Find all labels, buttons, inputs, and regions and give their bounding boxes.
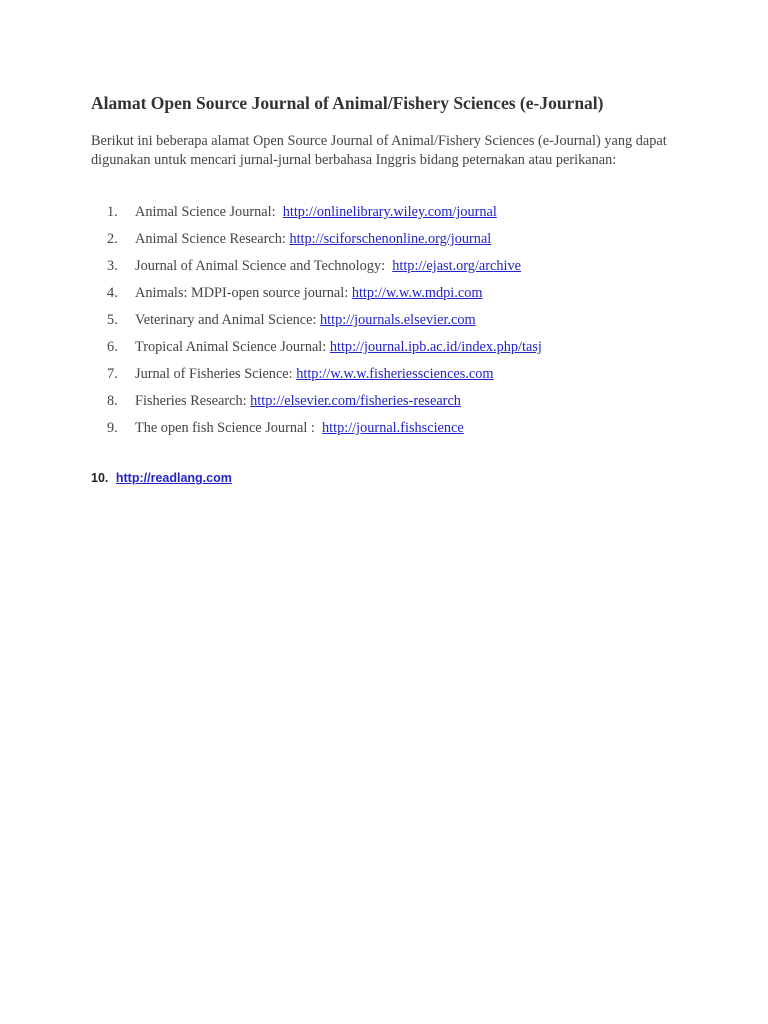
item-number: 6.: [107, 339, 118, 355]
item-label: The open fish Science Journal :: [135, 420, 322, 436]
readlang-link[interactable]: http://readlang.com: [115, 471, 232, 485]
item-number: 10.: [91, 471, 109, 485]
list-item-10: [91, 471, 232, 485]
item-number: 5.: [107, 312, 118, 328]
item-number: 4.: [107, 285, 118, 301]
journal-link[interactable]: http://journals.elsevier.com: [320, 312, 476, 328]
item-label: Animals: MDPI-open source journal:: [135, 285, 352, 301]
item-label: Veterinary and Animal Science:: [135, 312, 321, 328]
item-label: Jurnal of Fisheries Science:: [135, 366, 297, 382]
journal-link[interactable]: http://ejast.org/archive: [392, 258, 521, 274]
item-number: 3.: [107, 258, 118, 274]
item-number: 2.: [107, 231, 118, 247]
item-label: Animal Science Journal:: [135, 204, 283, 220]
item-number: 8.: [107, 393, 118, 409]
journal-link[interactable]: http://journal.fishscience: [322, 420, 464, 436]
item-label: Tropical Animal Science Journal:: [135, 339, 330, 355]
item-number: 7.: [107, 366, 118, 382]
journal-link[interactable]: http://w.w.w.mdpi.com: [351, 285, 483, 301]
item-label: Animal Science Research:: [135, 231, 290, 247]
journal-link[interactable]: http://journal.ipb.ac.id/index.php/tasj: [329, 339, 542, 355]
item-label: Fisheries Research:: [135, 393, 251, 409]
intro-paragraph: Berikut ini beberapa alamat Open Source Journal of Animal/Fishery Sciences (e-Journal) yang dapat digunakan untuk mencari jurnal-jurnal berbahasa Inggris bidang peternakan atau perikanan:: [91, 133, 667, 168]
journal-link[interactable]: http://elsevier.com/fisheries-research: [250, 393, 461, 409]
journal-link[interactable]: http://onlinelibrary.wiley.com/journal: [282, 204, 497, 220]
item-number: 9.: [107, 420, 118, 436]
item-number: 1.: [107, 204, 118, 220]
document-title: Alamat Open Source Journal of Animal/Fishery Sciences (e-Journal): [91, 93, 604, 113]
journal-link[interactable]: http://w.w.w.fisheriessciences.com: [296, 366, 494, 382]
item-label: Journal of Animal Science and Technology:: [135, 258, 393, 274]
journal-link[interactable]: http://sciforschenonline.org/journal: [289, 231, 492, 247]
